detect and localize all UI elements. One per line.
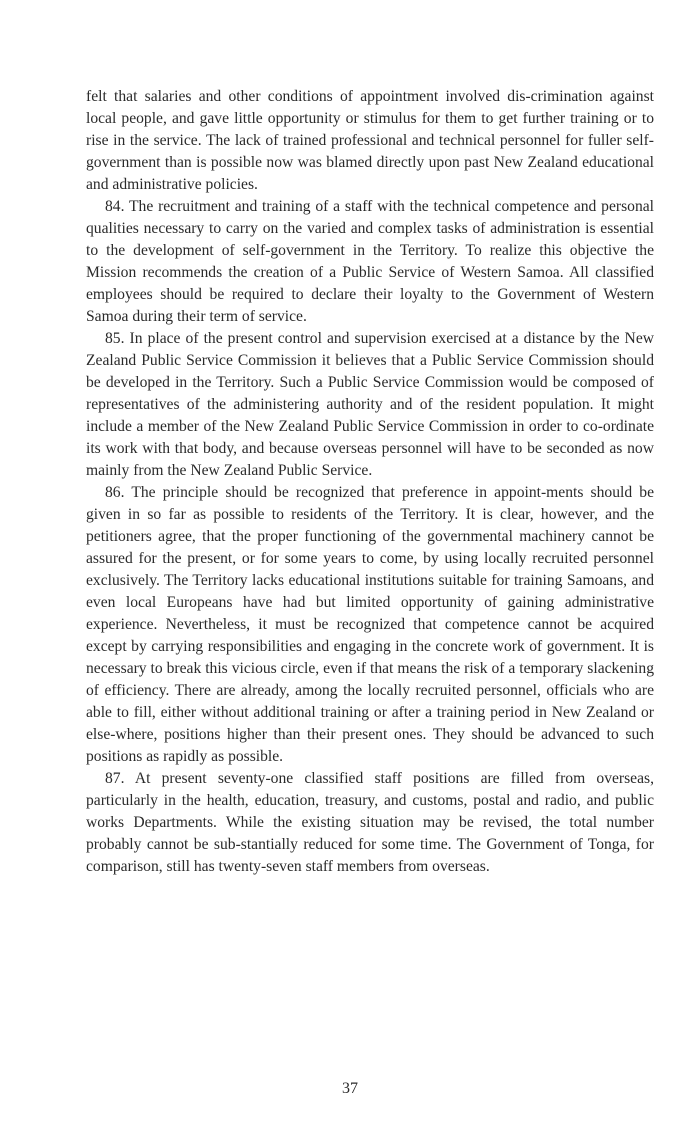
paragraph-85: 85. In place of the present control and supervision exercised at a distance by the New Zealand Public Service Commission it believes that a Public Service Commission should be developed in the Territory. Such a Public Service Commission would be composed of representatives of the administering authority and of the resident population. It might include a member of the New Zealand Public Service Commission in order to co-ordinate its work with that body, and because overseas personnel will have to be seconded as now mainly from the New Zealand Public Service.	[86, 330, 654, 479]
paragraph-continuation: felt that salaries and other conditions of appointment involved dis-crimination against local people, and gave little opportunity or stimulus for them to get further training or to rise in the service. The lack of trained professional and technical personnel for fuller self-government than is possible now was blamed directly upon past New Zealand educational and administrative policies.	[86, 88, 654, 193]
paragraph-86: 86. The principle should be recognized that preference in appoint-ments should be given in so far as possible to residents of the Territory. It is clear, however, and the petitioners agree, that the proper functioning of the governmental machinery cannot be assured for the present, or for some years to come, by using locally recruited personnel exclusively. The Territory lacks educational institutions suitable for training Samoans, and even local Europeans have had but limited opportunity of gaining administrative experience. Nevertheless, it must be recognized that competence cannot be acquired except by carrying responsibilities and engaging in the concrete work of government. It is necessary to break this vicious circle, even if that means the risk of a temporary slackening of efficiency. There are already, among the locally recruited personnel, officials who are able to fill, either without additional training or after a training period in New Zealand or else-where, positions higher than their present ones. They should be advanced to such positions as rapidly as possible.	[86, 484, 654, 765]
paragraph-84: 84. The recruitment and training of a staff with the technical competence and personal qualities necessary to carry on the varied and complex tasks of administration is essential to the development of self-government in the Territory. To realize this objective the Mission recommends the creation of a Public Service of Western Samoa. All classified employees should be required to declare their loyalty to the Government of Western Samoa during their term of service.	[86, 198, 654, 325]
document-body	[86, 86, 654, 878]
paragraph-87: 87. At present seventy-one classified staff positions are filled from overseas, particularly in the health, education, treasury, and customs, postal and radio, and public works Departments. While the existing situation may be revised, the total number probably cannot be sub-stantially reduced for some time. The Government of Tonga, for comparison, still has twenty-seven staff members from overseas.	[86, 770, 654, 875]
page-number: 37	[342, 1080, 358, 1097]
